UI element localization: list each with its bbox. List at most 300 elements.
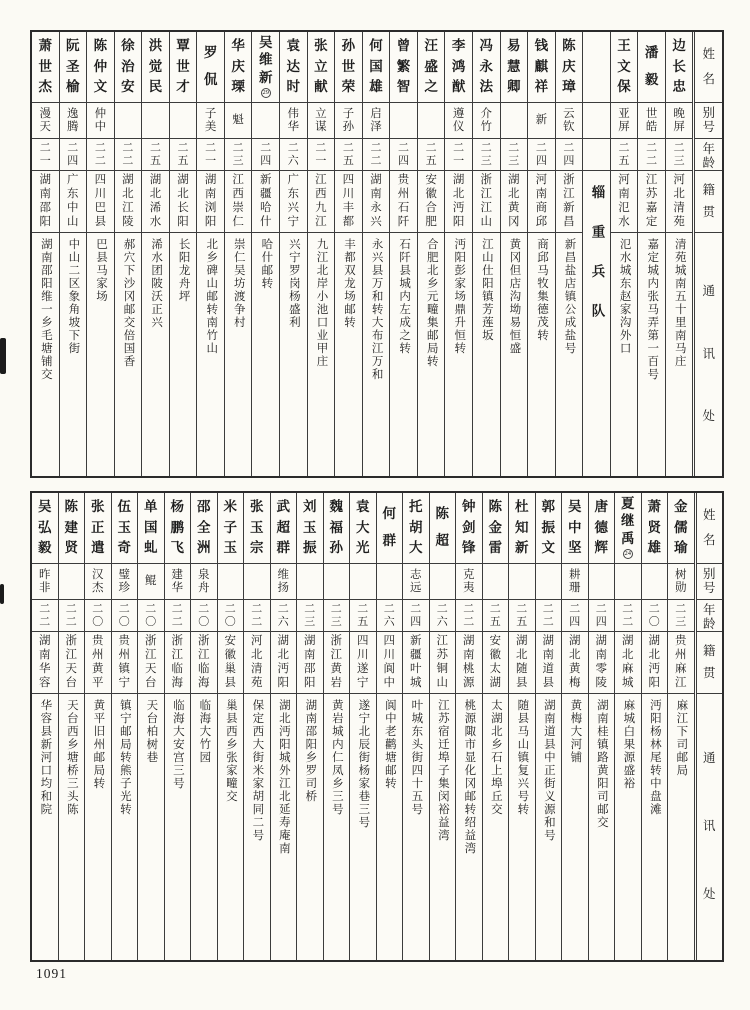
person-age: 二 五 xyxy=(335,139,362,171)
person-age: 二 二 xyxy=(244,600,270,632)
person-name: 米 子 玉 xyxy=(218,493,244,564)
person-name: 华 庆 瑮 xyxy=(225,32,252,103)
person-alias: 建 华 xyxy=(165,564,191,600)
person-address-text: 长阳龙舟坪 xyxy=(177,238,190,303)
person-name: 汪 盛 之 xyxy=(418,32,445,103)
person-native-place: 浙 江 天 台 xyxy=(59,632,85,694)
person-column xyxy=(641,493,668,960)
person-address-text: 合肥北乡元疃集邮局转 xyxy=(425,238,438,368)
person-native-place: 浙 江 黄 岩 xyxy=(324,632,350,694)
person-alias: 鲲 xyxy=(138,564,164,600)
person-native-place: 湖 南 零 陵 xyxy=(589,632,615,694)
person-age: 二 三 xyxy=(324,600,350,632)
person-alias xyxy=(589,564,615,600)
person-alias xyxy=(324,564,350,600)
person-address xyxy=(218,694,244,960)
person-address-text: 太湖北乡石上埠丘交 xyxy=(489,699,502,816)
person-address xyxy=(638,233,665,476)
person-address xyxy=(32,694,58,960)
person-age: 二 二 xyxy=(115,139,142,171)
person-alias xyxy=(252,103,279,139)
person-address xyxy=(244,694,270,960)
person-age: 二 二 xyxy=(363,139,390,171)
person-address-text: 随县马山镇复兴号转 xyxy=(516,699,529,816)
person-native-place: 贵 州 石 阡 xyxy=(390,171,417,233)
person-native-place: 湖 北 江 陵 xyxy=(115,171,142,233)
person-name: 袁 大 光 xyxy=(350,493,376,564)
person-address xyxy=(536,694,562,960)
person-column xyxy=(323,493,350,960)
person-name: 杜 知 新 xyxy=(509,493,535,564)
person-address xyxy=(60,233,87,476)
person-address xyxy=(666,233,693,476)
person-column xyxy=(32,32,59,476)
person-address-text: 永兴县万和转大布江万和 xyxy=(370,238,383,381)
section-column xyxy=(582,32,610,476)
person-address xyxy=(138,694,164,960)
person-age: 二 四 xyxy=(562,600,588,632)
person-age: 二 一 xyxy=(32,139,59,171)
person-age: 二 六 xyxy=(280,139,307,171)
person-alias: 逸 腾 xyxy=(60,103,87,139)
person-address xyxy=(615,694,641,960)
person-name: 邵 全 洲 xyxy=(191,493,217,564)
person-column xyxy=(667,493,694,960)
person-column xyxy=(429,493,456,960)
person-native-place: 浙 江 天 台 xyxy=(138,632,164,694)
person-column xyxy=(527,32,555,476)
person-address-text: 湖南邵阳维一乡毛塘铺交 xyxy=(39,238,52,381)
header-address: 通 讯 处 xyxy=(702,751,716,902)
roster-table-lower xyxy=(30,491,724,962)
person-native-place: 江 苏 嘉 定 xyxy=(638,171,665,233)
person-alias: 克 夷 xyxy=(456,564,482,600)
person-age: 二 四 xyxy=(403,600,429,632)
person-column xyxy=(32,493,58,960)
person-address xyxy=(418,233,445,476)
person-address xyxy=(509,694,535,960)
person-column xyxy=(637,32,665,476)
person-age: 二 四 xyxy=(60,139,87,171)
person-address xyxy=(456,694,482,960)
person-address xyxy=(142,233,169,476)
person-native-place: 湖 北 沔 阳 xyxy=(271,632,297,694)
person-alias xyxy=(59,564,85,600)
person-address-text: 巴县马家场 xyxy=(94,238,107,303)
person-native-place: 湖 北 麻 城 xyxy=(615,632,641,694)
person-age: 二 二 xyxy=(59,600,85,632)
person-native-place: 湖 北 黄 梅 xyxy=(562,632,588,694)
person-alias xyxy=(170,103,197,139)
person-native-place: 浙 江 临 海 xyxy=(191,632,217,694)
person-column xyxy=(296,493,323,960)
person-native-place: 湖 南 永 兴 xyxy=(363,171,390,233)
person-name: 易 慧 卿 xyxy=(501,32,528,103)
person-name: 陈 庆 璋 xyxy=(556,32,583,103)
person-name: 边 长 忠 xyxy=(666,32,693,103)
person-age: 二 四 xyxy=(528,139,555,171)
person-column xyxy=(389,32,417,476)
person-column xyxy=(137,493,164,960)
person-address-text: 兴宁罗岗杨盛利 xyxy=(287,238,300,329)
person-age: 二 五 xyxy=(350,600,376,632)
person-name: 吴 中 坚 xyxy=(562,493,588,564)
person-age: 二 〇 xyxy=(191,600,217,632)
person-address xyxy=(642,694,668,960)
person-address-text: 黄冈但店沟坳易恒盛 xyxy=(508,238,521,355)
person-age: 二 一 xyxy=(308,139,335,171)
person-alias: 汉 杰 xyxy=(85,564,111,600)
person-native-place: 河 南 氾 水 xyxy=(611,171,638,233)
person-native-place: 湖 北 沔 阳 xyxy=(642,632,668,694)
person-address xyxy=(528,233,555,476)
person-address xyxy=(473,233,500,476)
header-age: 年 龄 xyxy=(697,600,723,632)
person-name: 覃 世 才 xyxy=(170,32,197,103)
person-column xyxy=(84,493,111,960)
header-column xyxy=(692,32,722,476)
person-column xyxy=(196,32,224,476)
person-age: 二 五 xyxy=(611,139,638,171)
person-column xyxy=(164,493,191,960)
person-column xyxy=(251,32,279,476)
person-name: 钟 剑 锋 xyxy=(456,493,482,564)
person-native-place: 湖 北 随 县 xyxy=(509,632,535,694)
person-column xyxy=(349,493,376,960)
person-age: 二 一 xyxy=(445,139,472,171)
person-alias: 立 谋 xyxy=(308,103,335,139)
person-address xyxy=(556,233,583,476)
person-native-place: 贵 州 麻 江 xyxy=(668,632,694,694)
empty-cell xyxy=(583,103,610,139)
person-address-text: 中山二区象角坡下街 xyxy=(67,238,80,355)
person-column xyxy=(508,493,535,960)
person-alias xyxy=(509,564,535,600)
person-alias: 树 勋 xyxy=(668,564,694,600)
person-name: 吴 维 新 29 xyxy=(252,32,279,103)
person-alias: 漫 天 xyxy=(32,103,59,139)
person-address-text: 华容县新河口均和院 xyxy=(39,699,52,816)
person-alias: 子 孙 xyxy=(335,103,362,139)
person-name: 夏 继 禹 24 xyxy=(615,493,641,564)
person-name: 罗 侃 xyxy=(197,32,224,103)
person-name: 金 儒 瑜 xyxy=(668,493,694,564)
empty-cell xyxy=(583,139,610,171)
person-address xyxy=(390,233,417,476)
person-native-place: 湖 南 道 县 xyxy=(536,632,562,694)
person-alias xyxy=(350,564,376,600)
person-address xyxy=(363,233,390,476)
person-alias: 伟 华 xyxy=(280,103,307,139)
person-address-text: 叶城东头街四十五号 xyxy=(410,699,423,816)
person-native-place: 湖 南 邵 阳 xyxy=(32,171,59,233)
person-age: 二 四 xyxy=(390,139,417,171)
person-native-place: 湖 北 黄 冈 xyxy=(501,171,528,233)
person-name: 何 群 xyxy=(377,493,403,564)
header-age: 年 龄 xyxy=(695,139,722,171)
person-column xyxy=(665,32,693,476)
person-column xyxy=(141,32,169,476)
person-address xyxy=(562,694,588,960)
person-native-place: 安 徽 合 肥 xyxy=(418,171,445,233)
person-name: 唐 德 辉 xyxy=(589,493,615,564)
person-native-place: 浙 江 新 昌 xyxy=(556,171,583,233)
person-native-place: 湖 北 浠 水 xyxy=(142,171,169,233)
person-address-text: 桃源陬市显化冈邮转绍益湾 xyxy=(463,699,476,855)
person-name: 武 超 群 xyxy=(271,493,297,564)
person-address-text: 麻江下司邮局 xyxy=(675,699,688,777)
person-address-text: 清苑城南五十里南马庄 xyxy=(673,238,686,368)
person-column xyxy=(111,493,138,960)
person-native-place: 广 东 中 山 xyxy=(60,171,87,233)
person-name: 魏 福 孙 xyxy=(324,493,350,564)
person-column xyxy=(59,32,87,476)
person-alias xyxy=(244,564,270,600)
person-name: 孙 世 荣 xyxy=(335,32,362,103)
person-native-place: 河 北 清 苑 xyxy=(666,171,693,233)
person-age: 二 三 xyxy=(501,139,528,171)
person-column xyxy=(190,493,217,960)
person-native-place: 广 东 兴 宁 xyxy=(280,171,307,233)
person-alias: 魁 xyxy=(225,103,252,139)
person-native-place: 新 疆 叶 城 xyxy=(403,632,429,694)
person-age: 二 〇 xyxy=(138,600,164,632)
person-name: 冯 永 法 xyxy=(473,32,500,103)
person-age: 二 三 xyxy=(668,600,694,632)
person-name: 吴 弘 毅 xyxy=(32,493,58,564)
person-alias: 志 远 xyxy=(403,564,429,600)
person-alias xyxy=(430,564,456,600)
person-address-text: 湖南桂镇路黄阳司邮交 xyxy=(595,699,608,829)
person-address-text: 沔阳彭家场鼎升恒转 xyxy=(453,238,466,355)
person-native-place: 安 徽 太 湖 xyxy=(483,632,509,694)
person-address-text: 天台西乡塘桥三头陈 xyxy=(65,699,78,816)
person-alias: 亚 屏 xyxy=(611,103,638,139)
person-note-badge: 29 xyxy=(262,88,269,96)
person-alias xyxy=(390,103,417,139)
person-alias xyxy=(536,564,562,600)
person-name: 张 立 献 xyxy=(308,32,335,103)
person-column xyxy=(402,493,429,960)
header-address: 通 讯 处 xyxy=(702,284,715,423)
person-age: 二 四 xyxy=(589,600,615,632)
person-name: 陈 超 xyxy=(430,493,456,564)
person-name: 李 鸿 猷 xyxy=(445,32,472,103)
person-address-text: 商邱马牧集德茂转 xyxy=(535,238,548,342)
person-address xyxy=(85,694,111,960)
person-name: 袁 达 时 xyxy=(280,32,307,103)
person-native-place: 湖 南 邵 阳 xyxy=(297,632,323,694)
person-column xyxy=(279,32,307,476)
person-address xyxy=(32,233,59,476)
person-age: 二 二 xyxy=(456,600,482,632)
person-column xyxy=(217,493,244,960)
person-alias xyxy=(218,564,244,600)
person-name: 伍 玉 奇 xyxy=(112,493,138,564)
person-native-place: 安 徽 巢 县 xyxy=(218,632,244,694)
person-age: 二 〇 xyxy=(112,600,138,632)
person-column xyxy=(455,493,482,960)
person-native-place: 四 川 阆 中 xyxy=(377,632,403,694)
person-alias: 耕 珊 xyxy=(562,564,588,600)
person-name: 单 国 虬 xyxy=(138,493,164,564)
person-column xyxy=(500,32,528,476)
person-column xyxy=(610,32,638,476)
person-age: 二 二 xyxy=(87,139,114,171)
person-column xyxy=(270,493,297,960)
person-address-text: 浠水团陂沃正兴 xyxy=(150,238,163,329)
person-address-text: 嘉定城内张马弄第一百号 xyxy=(646,238,659,381)
person-native-place: 新 疆 哈 什 xyxy=(252,171,279,233)
person-address xyxy=(350,694,376,960)
person-name: 郭 振 文 xyxy=(536,493,562,564)
person-address-text: 沔阳杨林尾转中盘滩 xyxy=(648,699,661,816)
person-alias xyxy=(483,564,509,600)
scan-smudge xyxy=(0,584,4,604)
person-address-text: 江山仕阳镇芳莲坂 xyxy=(480,238,493,342)
person-column xyxy=(334,32,362,476)
person-native-place: 河 北 清 苑 xyxy=(244,632,270,694)
person-alias: 云 钦 xyxy=(556,103,583,139)
person-name: 萧 贤 雄 xyxy=(642,493,668,564)
person-age: 二 〇 xyxy=(218,600,244,632)
person-name: 托 胡 大 xyxy=(403,493,429,564)
person-column xyxy=(169,32,197,476)
person-alias xyxy=(142,103,169,139)
person-native-place: 浙 江 临 海 xyxy=(165,632,191,694)
header-column xyxy=(694,493,723,960)
header-name: 姓 名 xyxy=(695,32,722,103)
person-address xyxy=(87,233,114,476)
person-alias: 子 美 xyxy=(197,103,224,139)
header-name: 姓 名 xyxy=(697,493,723,564)
scan-smudge xyxy=(0,338,6,374)
person-address-text: 哈什邮转 xyxy=(260,238,273,290)
person-alias xyxy=(377,564,403,600)
person-name: 陈 金 雷 xyxy=(483,493,509,564)
person-column xyxy=(307,32,335,476)
person-name: 杨 鹏 飞 xyxy=(165,493,191,564)
person-age: 二 六 xyxy=(430,600,456,632)
section-label: 辎重兵队 xyxy=(589,185,605,343)
person-address xyxy=(611,233,638,476)
person-address xyxy=(308,233,335,476)
person-address-text: 湖南邵阳乡罗司桥 xyxy=(304,699,317,803)
person-age: 二 〇 xyxy=(85,600,111,632)
person-column xyxy=(362,32,390,476)
person-alias: 璧 珍 xyxy=(112,564,138,600)
empty-cell xyxy=(583,32,610,103)
person-age: 二 五 xyxy=(170,139,197,171)
person-address xyxy=(589,694,615,960)
person-age: 二 三 xyxy=(297,600,323,632)
header-alias: 别 号 xyxy=(695,103,722,139)
person-native-place: 贵 州 镇 宁 xyxy=(112,632,138,694)
person-address-text: 北乡碑山邮转南竹山 xyxy=(205,238,218,355)
person-alias xyxy=(297,564,323,600)
page-number: 1091 xyxy=(36,966,67,981)
person-column xyxy=(614,493,641,960)
person-age: 二 五 xyxy=(142,139,169,171)
person-name: 徐 治 安 xyxy=(115,32,142,103)
person-address-text: 新昌盐店镇公成盐号 xyxy=(563,238,576,355)
person-address xyxy=(297,694,323,960)
person-address-text: 黄梅大河铺 xyxy=(569,699,582,764)
person-alias xyxy=(418,103,445,139)
person-name: 陈 建 贤 xyxy=(59,493,85,564)
person-age: 二 三 xyxy=(473,139,500,171)
person-address xyxy=(445,233,472,476)
person-native-place: 贵 州 黄 平 xyxy=(85,632,111,694)
person-column xyxy=(376,493,403,960)
person-age: 二 〇 xyxy=(642,600,668,632)
person-native-place: 湖 南 浏 阳 xyxy=(197,171,224,233)
person-address-text: 巢县西乡张家疃交 xyxy=(224,699,237,803)
person-column xyxy=(58,493,85,960)
person-address xyxy=(271,694,297,960)
person-address xyxy=(165,694,191,960)
person-native-place: 江 苏 铜 山 xyxy=(430,632,456,694)
person-age: 二 五 xyxy=(483,600,509,632)
person-address-text: 崇仁吴坊渡争村 xyxy=(232,238,245,329)
person-address xyxy=(483,694,509,960)
person-age: 二 五 xyxy=(418,139,445,171)
person-native-place: 湖 北 长 阳 xyxy=(170,171,197,233)
person-note-badge: 24 xyxy=(624,549,631,557)
person-address xyxy=(335,233,362,476)
person-address xyxy=(225,233,252,476)
person-age: 二 四 xyxy=(252,139,279,171)
person-alias: 新 xyxy=(528,103,555,139)
person-native-place: 浙 江 江 山 xyxy=(473,171,500,233)
person-native-place: 河 南 商 邱 xyxy=(528,171,555,233)
person-native-place: 江 西 九 江 xyxy=(308,171,335,233)
person-alias: 介 竹 xyxy=(473,103,500,139)
person-alias: 泉 舟 xyxy=(191,564,217,600)
header-native-place: 籍 贯 xyxy=(697,632,723,694)
person-age: 二 二 xyxy=(536,600,562,632)
person-address-text: 保定西大街米家胡同二号 xyxy=(251,699,264,842)
person-address xyxy=(252,233,279,476)
person-address xyxy=(430,694,456,960)
person-address xyxy=(280,233,307,476)
person-name: 刘 玉 振 xyxy=(297,493,323,564)
person-column xyxy=(243,493,270,960)
person-name: 张 玉 宗 xyxy=(244,493,270,564)
person-address-text: 临海大竹园 xyxy=(198,699,211,764)
person-name: 洪 觉 民 xyxy=(142,32,169,103)
person-address-text: 湖北沔阳城外江北延寿庵南 xyxy=(277,699,290,855)
person-alias: 启 泽 xyxy=(363,103,390,139)
person-column xyxy=(444,32,472,476)
person-address xyxy=(170,233,197,476)
person-native-place: 湖 南 华 容 xyxy=(32,632,58,694)
person-age: 二 二 xyxy=(165,600,191,632)
person-address xyxy=(191,694,217,960)
person-native-place: 江 西 崇 仁 xyxy=(225,171,252,233)
person-address-text: 镇宁邮局转熊子光转 xyxy=(118,699,131,816)
person-alias: 维 扬 xyxy=(271,564,297,600)
person-column xyxy=(561,493,588,960)
person-column xyxy=(86,32,114,476)
person-name: 曾 繁 智 xyxy=(390,32,417,103)
person-age: 二 二 xyxy=(615,600,641,632)
person-name: 钱 麒 祥 xyxy=(528,32,555,103)
person-age: 二 四 xyxy=(556,139,583,171)
section-cell xyxy=(583,171,610,476)
person-address-text: 麻城白果源盛裕 xyxy=(622,699,635,790)
person-column xyxy=(555,32,583,476)
